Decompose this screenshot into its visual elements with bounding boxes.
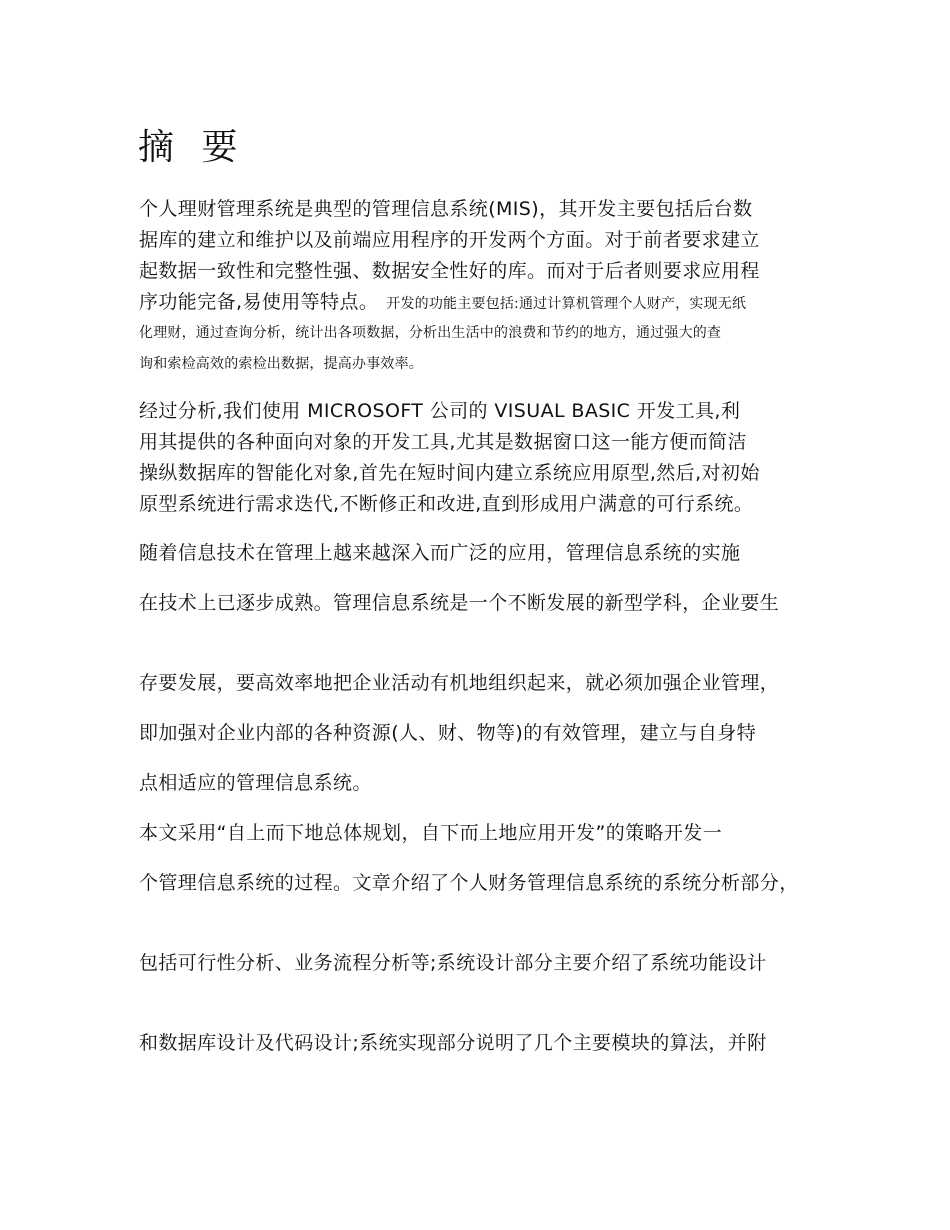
para1-line4-large: 序功能完备,易使用等特点。 [139,291,379,313]
para3-line3: 存要发展，要高效率地把企业活动有机地组织起来，就必须加强企业管理， [139,672,780,694]
para4-line4: 和数据库设计及代码设计;系统实现部分说明了几个主要模块的算法，并附 [139,1032,767,1054]
para3-line4: 即加强对企业内部的各种资源(人、财、物等)的有效管理，建立与自身特 [139,722,757,744]
para1-line1: 个人理财管理系统是典型的管理信息系统(MIS)，其开发主要包括后台数 [139,198,753,220]
para1-line4 [139,290,746,317]
para1-line4-small: 开发的功能主要包括:通过计算机管理个人财产，实现无纸 [386,296,747,312]
para2-line2: 用其提供的各种面向对象的开发工具,尤其是数据窗口这一能方便而简洁 [139,431,747,453]
para1-line3: 起数据一致性和完整性强、数据安全性好的库。而对于后者则要求应用程 [139,260,760,282]
para2-line4: 原型系统进行需求迭代,不断修正和改进,直到形成用户满意的可行系统。 [139,493,754,515]
para2-line1: 经过分析,我们使用 MICROSOFT 公司的 VISUAL BASIC 开发工具,利 [139,400,741,422]
page-title: 摘 要 [138,127,246,168]
para4-line1: 本文采用“自上而下地总体规划，自下而上地应用开发”的策略开发一 [139,822,723,844]
para1-line5: 化理财，通过查询分析，统计出各项数据，分析出生活中的浪费和节约的地方，通过强大的查 [139,325,722,341]
para3-line1: 随着信息技术在管理上越来越深入而广泛的应用，管理信息系统的实施 [139,542,741,564]
para3-line5: 点相适应的管理信息系统。 [139,772,372,794]
para4-line3: 包括可行性分析、业务流程分析等;系统设计部分主要介绍了系统功能设计 [139,952,767,974]
para1-line6: 询和索检高效的索检出数据，提高办事效率。 [139,356,423,372]
para4-line2: 个管理信息系统的过程。文章介绍了个人财务管理信息系统的系统分析部分， [139,872,799,894]
para2-line3: 操纵数据库的智能化对象,首先在短时间内建立系统应用原型,然后,对初始 [139,462,760,484]
para1-line2: 据库的建立和维护以及前端应用程序的开发两个方面。对于前者要求建立 [139,229,760,251]
para3-line2: 在技术上已逐步成熟。管理信息系统是一个不断发展的新型学科，企业要生 [139,592,780,614]
